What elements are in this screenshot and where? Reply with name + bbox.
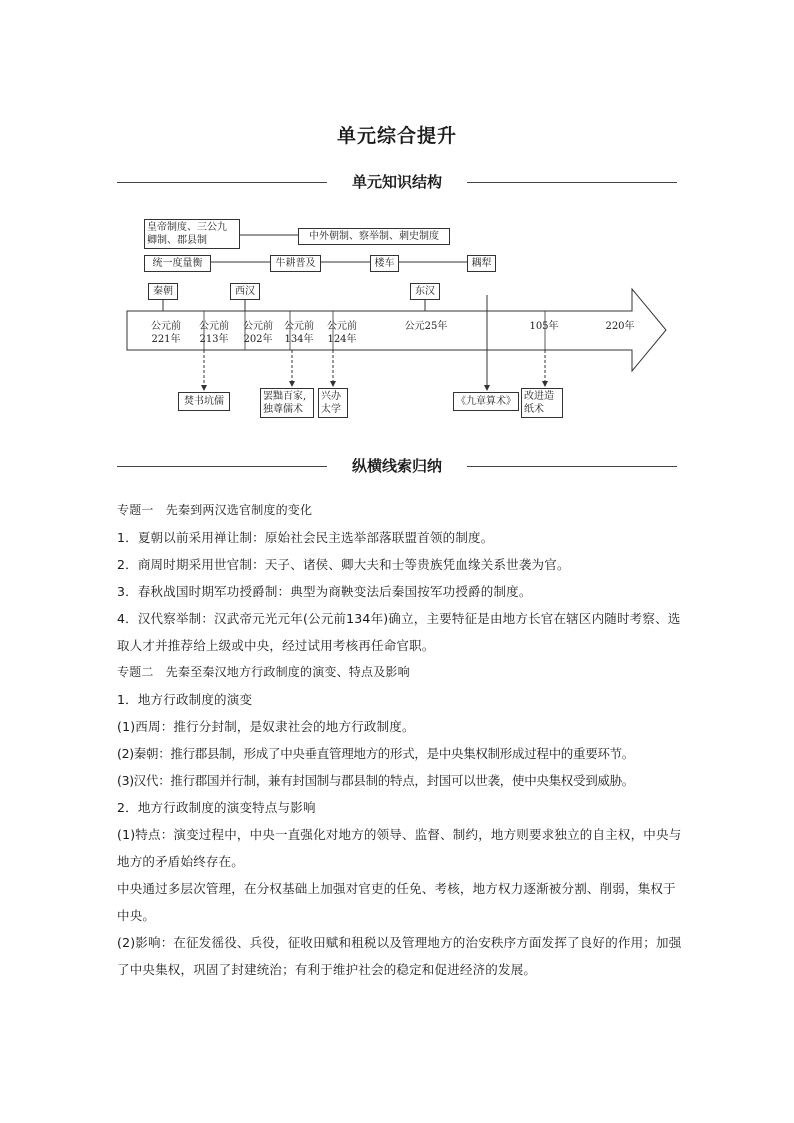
section-title: 单元知识结构 xyxy=(351,173,442,191)
page-title: 单元综合提升 xyxy=(336,125,457,147)
section-header-threads-summary xyxy=(117,456,677,476)
subheading: 2．地方行政制度的演变特点与影响 xyxy=(117,800,316,815)
body-content xyxy=(117,497,682,983)
date-label: 公元前 213年 xyxy=(199,321,229,345)
paragraph: 4．汉代察举制：汉武帝元光元年(公元前134年)确立，主要特征是由地方长官在辖区内随时考察、选取人才并推荐给上级或中央，经过试用考核再任命官职。 xyxy=(117,611,681,653)
paragraph: 1．夏朝以前采用禅让制：原始社会民主选举部落联盟首领的制度。 xyxy=(117,530,494,545)
date-label: 公元25年 xyxy=(404,321,448,332)
box-text: 皇帝制度、三公九 xyxy=(147,222,227,233)
subheading: 1．地方行政制度的演变 xyxy=(117,692,253,707)
section-title: 纵横线索归纳 xyxy=(351,457,442,475)
paragraph: (1)西周：推行分封制，是奴隶社会的地方行政制度。 xyxy=(117,719,415,734)
timeline-diagram xyxy=(0,0,794,440)
box-nine-chapters: 《九章算术》 xyxy=(453,392,519,411)
box-plough: 耦犁 xyxy=(467,255,496,272)
dynasty-western-han: 西汉 xyxy=(230,283,260,300)
box-central-systems: 中外朝制、察举制、刺史制度 xyxy=(298,228,450,245)
box-unify-measures: 统一度量衡 xyxy=(144,255,211,272)
box-emperor-system xyxy=(144,219,240,249)
dynasty-qin: 秦朝 xyxy=(148,283,178,300)
topic-heading: 专题二 先秦至秦汉地方行政制度的演变、特点及影响 xyxy=(117,665,410,679)
date-label: 公元前 221年 xyxy=(151,321,181,345)
date-label: 105年 xyxy=(529,321,559,332)
date-label: 公元前 124年 xyxy=(327,321,357,345)
date-label: 公元前 134年 xyxy=(284,321,314,345)
box-papermaking: 改进造 纸术 xyxy=(521,388,563,418)
topic-heading: 专题一 先秦到两汉选官制度的变化 xyxy=(117,503,313,517)
box-burn-books: 焚书坑儒 xyxy=(178,392,230,411)
paragraph: (2)影响：在征发徭役、兵役，征收田赋和租税以及管理地方的治安秩序方面发挥了良好的作用；加强了中央集权，巩固了封建统治；有利于维护社会的稳定和促进经济的发展。 xyxy=(117,935,682,977)
dynasty-eastern-han: 东汉 xyxy=(410,283,440,300)
paragraph: 2．商周时期采用世官制：天子、诸侯、卿大夫和士等贵族凭血缘关系世袭为官。 xyxy=(117,557,570,572)
date-label: 公元前 202年 xyxy=(243,321,273,345)
paragraph: (2)秦朝：推行郡县制，形成了中央垂直管理地方的形式，是中央集权制形成过程中的重要环节。 xyxy=(117,746,635,761)
paragraph: (3)汉代：推行郡国并行制，兼有封国制与郡县制的特点，封国可以世袭，使中央集权受到威胁。 xyxy=(117,773,635,788)
box-imperial-academy: 兴办 太学 xyxy=(318,388,348,418)
date-label: 220年 xyxy=(605,321,635,332)
paragraph: 3．春秋战国时期军功授爵制：典型为商鞅变法后秦国按军功授爵的制度。 xyxy=(117,584,532,599)
divider-line xyxy=(467,466,677,467)
paragraph: 中央通过多层次管理，在分权基础上加强对官吏的任免、考核，地方权力逐渐被分割、削弱，集权于中央。 xyxy=(117,881,676,923)
paragraph: (1)特点：演变过程中，中央一直强化对地方的领导、监督、制约，地方则要求独立的自主权，中央与地方的矛盾始终存在。 xyxy=(117,827,682,869)
box-ox-plough: 牛耕普及 xyxy=(270,255,321,272)
box-confucianism: 罢黜百家, 独尊儒术 xyxy=(260,388,314,418)
box-text: 卿制、郡县制 xyxy=(147,235,207,246)
box-seeder: 楼车 xyxy=(370,255,399,272)
